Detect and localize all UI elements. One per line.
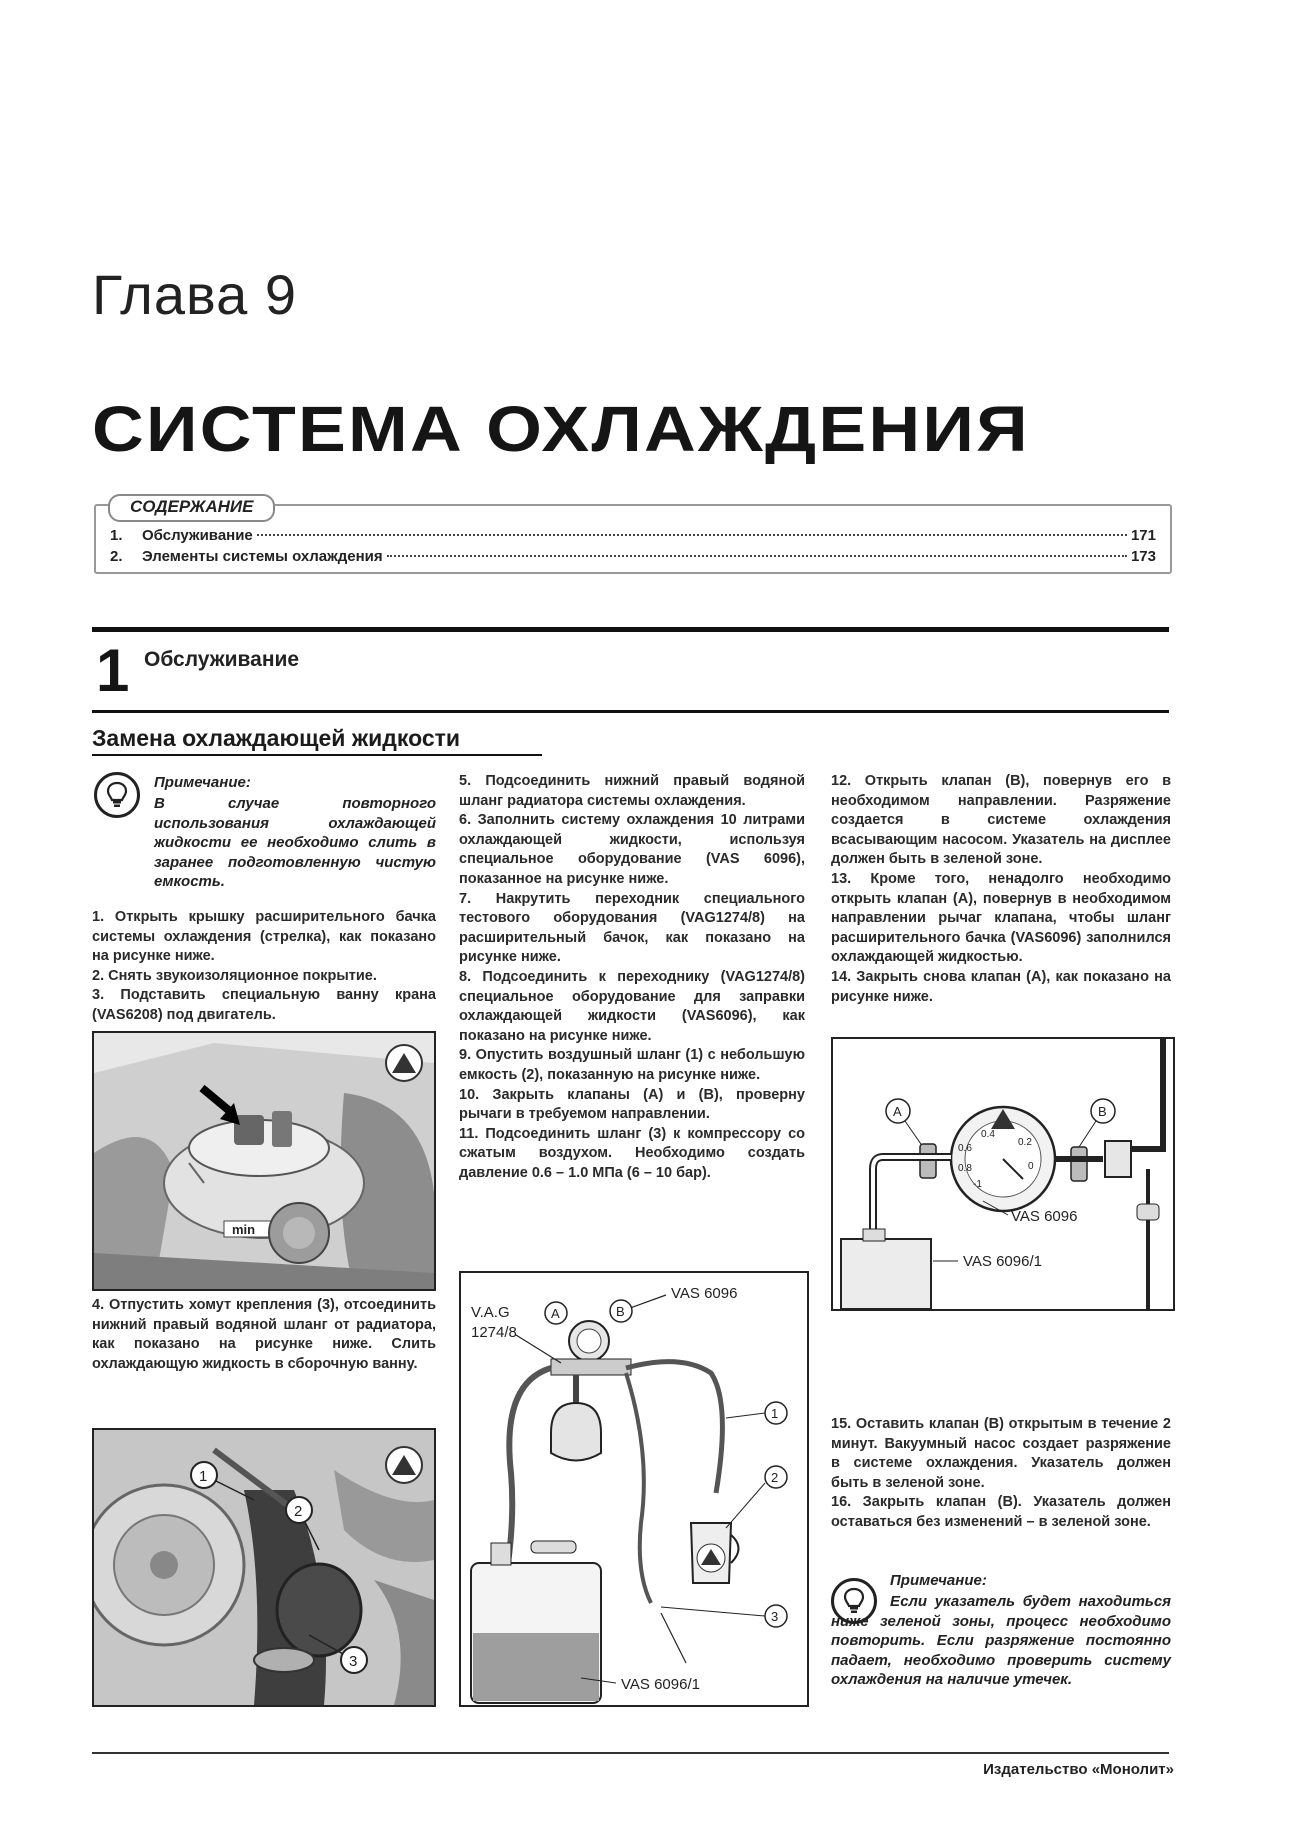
svg-text:0.4: 0.4 [981,1129,995,1140]
section-number: 1 [96,637,130,704]
step-8: 8. Подсоединить к переходнику (VAG1274/8) специальное оборудование для заправки охлаждающей жидкости (VAS6096), как показано на рисунке ниже. [459,968,805,1044]
step-1: 1. Открыть крышку расширительного бачка системы охлаждения (стрелка), как показано на рисунке ниже. [92,909,436,965]
toc-dots [387,555,1127,557]
footer-rule [92,1752,1169,1754]
vag-code-label: 1274/8 [471,1324,517,1341]
brand-emblem-icon [386,1447,422,1483]
valve-a-label: A [551,1306,560,1321]
step-9: 9. Опустить воздушный шланг (1) с небольшую емкость (2), показанную на рисунке ниже. [459,1047,805,1083]
svg-text:2: 2 [771,1470,779,1485]
note-text: Если указатель будет находиться ниже зеленой зоны, процесс необходимо повторить. Если разряжение постоянно падает, необходимо проверить систему охлаждения на наличие утечек. [831,1593,1171,1689]
toc-item-text: Элементы системы охлаждения [142,548,383,565]
chapter-label: Глава 9 [92,263,297,326]
toc-dots [257,534,1127,536]
step-6: 6. Заполнить систему охлаждения 10 литрами охлаждающей жидкости, используя специальное оборудование (VAS 6096), показанное на рисунке ниже. [459,812,805,887]
lightbulb-icon [94,772,140,818]
column-2-text [459,772,805,1183]
toc-item-number: 2. [110,548,123,565]
svg-text:1: 1 [771,1406,779,1421]
section-title: Обслуживание [144,648,300,671]
note-icon-wrap [94,772,148,818]
note-heading: Примечание: [890,1572,987,1589]
step-12: 12. Открыть клапан (B), повернув его в необходимом направлении. Разряжение создается в системе охлаждения всасывающим насосом. Указатель на дисплее должен быть в зеленой зоне. [831,773,1171,868]
figure-radiator-hose [92,1428,436,1707]
vas-tank-label: VAS 6096/1 [621,1676,700,1693]
figure-expansion-tank [92,1031,436,1291]
column-3-text-b [831,1415,1171,1533]
note-text: В случае повторного использования охлаждающей жидкости ее необходимо слить в заранее подготовленную чистую емкость. [154,795,436,891]
svg-text:2: 2 [294,1503,303,1520]
chapter-title: СИСТЕМА ОХЛАЖДЕНИЯ [92,393,1030,465]
column-3-text-a [831,772,1171,1007]
min-label: min [232,1222,256,1237]
toc-item[interactable] [110,548,1156,565]
svg-text:0: 0 [1028,1161,1034,1172]
svg-text:1: 1 [199,1468,208,1485]
vas-label: VAS 6096 [671,1285,738,1302]
toc-item-text: Обслуживание [142,527,253,544]
svg-text:0.8: 0.8 [958,1163,972,1174]
valve-a-label: A [893,1104,902,1119]
svg-text:3: 3 [349,1653,358,1670]
vas-label: VAS 6096 [1011,1208,1078,1225]
svg-text:3: 3 [771,1609,779,1624]
step-3: 3. Подставить специальную ванну крана (VAS6208) под двигатель. [92,987,436,1023]
step-4: 4. Отпустить хомут крепления (3), отсоединить нижний правый водяной шланг от радиатора, как показано на рисунке ниже. Слить охлаждающую жидкость в сборочную ванну. [92,1297,436,1372]
step-14: 14. Закрыть снова клапан (A), как показано на рисунке ниже. [831,968,1171,1005]
subsection-title: Замена охлаждающей жидкости [92,725,461,751]
svg-text:0.2: 0.2 [1018,1137,1032,1148]
toc-item[interactable] [110,527,1156,544]
toc-title: СОДЕРЖАНИЕ [108,494,275,522]
vag-label: V.A.G [471,1304,510,1321]
subsection-rule [92,754,542,756]
column-1-text-b [92,1296,436,1374]
toc-item-page: 171 [1130,527,1156,544]
step-13: 13. Кроме того, ненадолго необходимо открыть клапан (A), повернув в необходимом направлении рычаг клапана, чтобы шланг расширительного бачка (VAS6096) заполнился охлаждающей жидкостью. [831,870,1171,966]
step-7: 7. Накрутить переходник специального тестового оборудования (VAG1274/8) на расширительный бачок, как показано на рисунке ниже. [459,890,805,966]
step-5: 5. Подсоединить нижний правый водяной шланг радиатора системы охлаждения. [459,773,805,809]
step-11: 11. Подсоединить шланг (3) к компрессору со сжатым воздухом. Необходимо создать давление 0.6 – 1.0 МПа (6 – 10 бар). [459,1125,805,1181]
section-bottom-rule [92,710,1169,713]
toc-item-page: 173 [1130,548,1156,565]
step-10: 10. Закрыть клапаны (A) и (B), проверну рычаги в требуемом направлении. [459,1086,805,1123]
svg-text:0.6: 0.6 [958,1143,972,1154]
step-2: 2. Снять звукоизоляционное покрытие. [92,967,377,984]
brand-emblem-icon [386,1045,422,1081]
step-15: 15. Оставить клапан (B) открытым в течение 2 минут. Вакуумный насос создает разряжение в системе охлаждения. Указатель должен быть в зеленой зоне. [831,1416,1171,1491]
figure-gauge [831,1037,1175,1311]
valve-b-label: B [1098,1104,1107,1119]
note-heading: Примечание: [154,774,251,791]
section-top-rule [92,627,1169,632]
vas-tank-label: VAS 6096/1 [963,1253,1042,1270]
svg-text:-1: -1 [973,1179,982,1190]
valve-b-label: B [616,1304,625,1319]
step-16: 16. Закрыть клапан (B). Указатель должен оставаться без изменений – в зеленой зоне. [831,1494,1171,1530]
column-1-text-a [92,908,436,1026]
toc-item-number: 1. [110,527,123,544]
figure-filling-equipment [459,1271,809,1707]
publisher-footer: Издательство «Монолит» [983,1761,1174,1778]
